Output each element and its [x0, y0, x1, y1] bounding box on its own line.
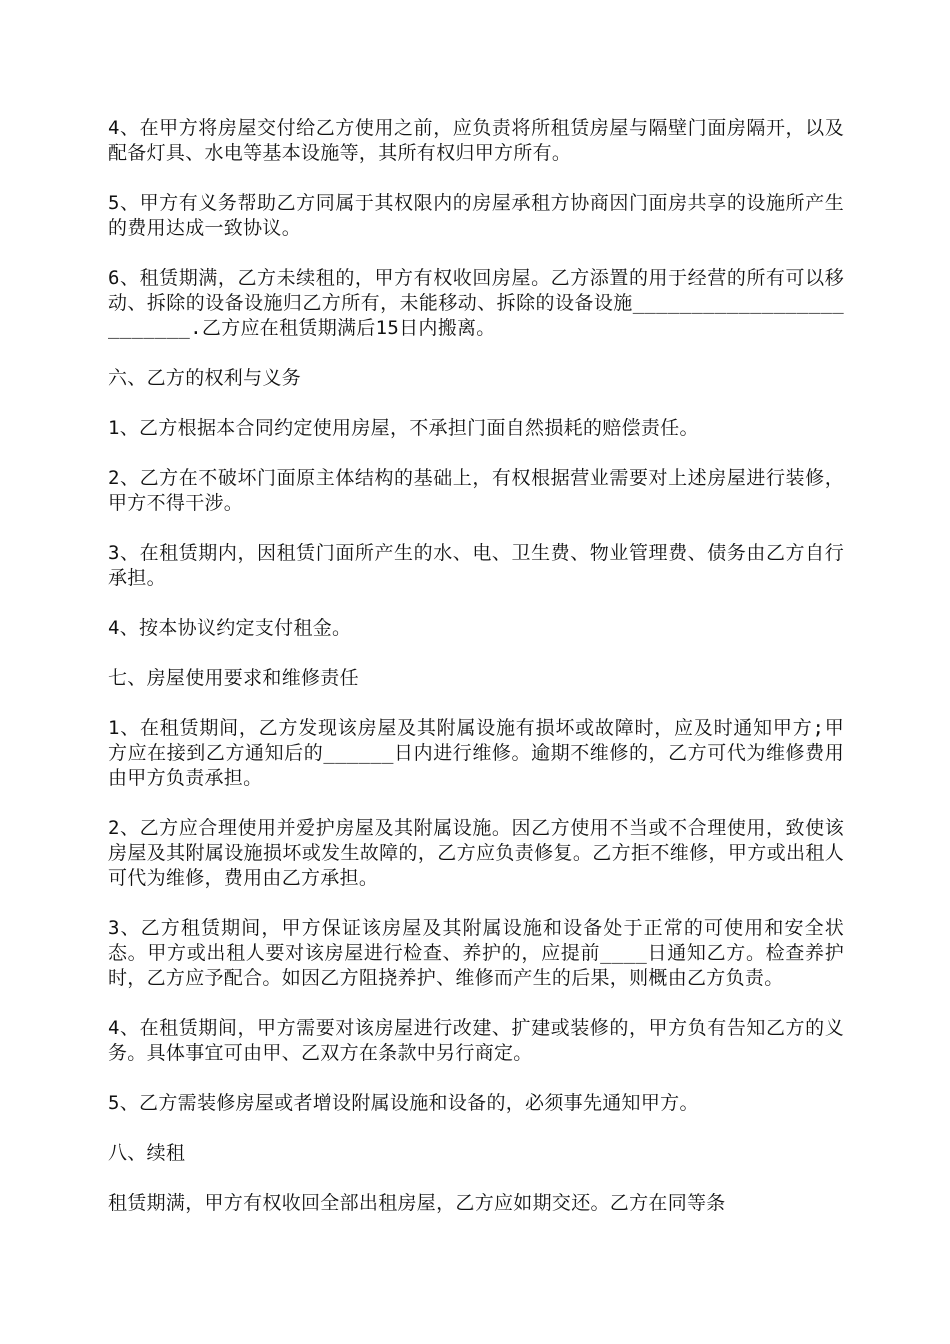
document-body: [108, 116, 844, 1241]
maintenance-clause-4: 4、在租赁期间，甲方需要对该房屋进行改建、扩建或装修的，甲方负有告知乙方的义务。具体事宜可由甲、乙双方在条款中另行商定。: [108, 1017, 844, 1064]
maintenance-clause-5: 5、乙方需装修房屋或者增设附属设施和设备的，必须事先通知甲方。: [108, 1092, 699, 1114]
tenant-clause-3: 3、在租赁期内，因租赁门面所产生的水、电、卫生费、物业管理费、债务由乙方自行承担。: [108, 542, 844, 589]
section-heading-maintenance: 七、房屋使用要求和维修责任: [108, 667, 359, 689]
tenant-clause-1: 1、乙方根据本合同约定使用房屋，不承担门面自然损耗的赔偿责任。: [108, 417, 699, 439]
clause-5-shared-facility-costs: 5、甲方有义务帮助乙方同属于其权限内的房屋承租方协商因门面房共享的设施所产生的费用达成一致协议。: [108, 192, 844, 239]
section-heading-renewal: 八、续租: [108, 1142, 186, 1164]
tenant-clause-2: 2、乙方在不破坏门面原主体结构的基础上，有权根据营业需要对上述房屋进行装修，甲方不得干涉。: [108, 467, 844, 514]
maintenance-clause-1: 1、在租赁期间，乙方发现该房屋及其附属设施有损坏或故障时，应及时通知甲方;甲方应在接到乙方通知后的______日内进行维修。逾期不维修的，乙方可代为维修费用由甲方负责承担。: [108, 717, 844, 789]
section-heading-tenant-rights: 六、乙方的权利与义务: [108, 367, 302, 389]
maintenance-clause-2: 2、乙方应合理使用并爱护房屋及其附属设施。因乙方使用不当或不合理使用，致使该房屋及其附属设施损坏或发生故障的，乙方应负责修复。乙方拒不维修，甲方或出租人可代为维修，费用由乙方承担。: [108, 817, 844, 889]
clause-6-lease-expiry: 6、租赁期满，乙方未续租的，甲方有权收回房屋。乙方添置的用于经营的所有可以移动、拆除的设备设施归乙方所有，未能移动、拆除的设备设施_________________________.乙方应在租赁期满后15日内搬离。: [108, 267, 844, 339]
clause-4-premises-separation: 4、在甲方将房屋交付给乙方使用之前，应负责将所租赁房屋与隔壁门面房隔开，以及配备灯具、水电等基本设施等，其所有权归甲方所有。: [108, 117, 844, 164]
renewal-clause: 租赁期满，甲方有权收回全部出租房屋，乙方应如期交还。乙方在同等条: [108, 1192, 726, 1214]
maintenance-clause-3: 3、乙方租赁期间，甲方保证该房屋及其附属设施和设备处于正常的可使用和安全状态。甲方或出租人要对该房屋进行检查、养护的，应提前____日通知乙方。检查养护时，乙方应予配合。如因乙方阻挠养护、维修而产生的后果，则概由乙方负责。: [108, 917, 844, 989]
tenant-clause-4: 4、按本协议约定支付租金。: [108, 617, 352, 639]
